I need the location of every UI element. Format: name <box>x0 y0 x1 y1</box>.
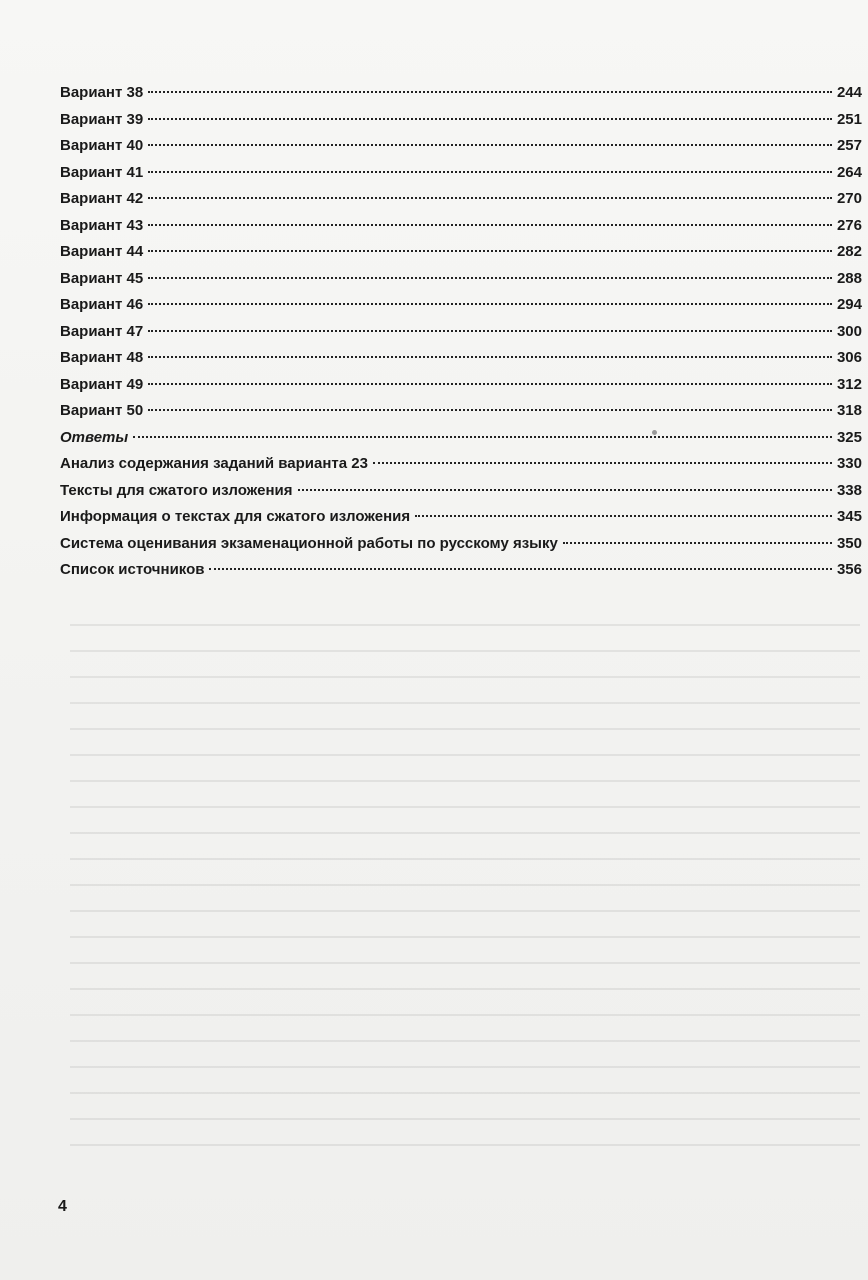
toc-entry-page: 345 <box>836 508 862 525</box>
toc-entry-analysis <box>60 451 862 478</box>
toc-entry-grading <box>60 531 862 558</box>
toc-entry-page: 300 <box>836 322 862 340</box>
toc-entry-label: Информация о текстах для сжатого изложения <box>60 508 411 525</box>
toc-entry-label: Вариант 48 <box>60 349 144 366</box>
dot-leader <box>148 250 832 252</box>
toc-entry-variant-42 <box>60 186 862 213</box>
page-number: 4 <box>58 1198 67 1215</box>
toc-entry-page: 350 <box>836 534 862 552</box>
toc-entry-page: 325 <box>836 428 862 446</box>
toc-entry-label: Вариант 46 <box>60 296 144 313</box>
toc-entry-label: Вариант 45 <box>60 269 144 287</box>
toc-entry-variant-38 <box>60 80 862 107</box>
toc-entry-label: Вариант 47 <box>60 322 144 340</box>
toc-entry-page: 330 <box>836 455 862 472</box>
toc-entry-label: Вариант 41 <box>60 163 144 181</box>
toc-entry-label: Вариант 43 <box>60 216 144 234</box>
toc-entry-page: 251 <box>836 110 862 128</box>
dot-leader <box>148 171 832 173</box>
toc-entry-page: 288 <box>836 269 862 287</box>
toc-entry-label: Система оценивания экзаменационной работы по русскому языку <box>60 534 558 552</box>
dot-leader <box>415 515 832 517</box>
dot-leader <box>298 489 832 491</box>
toc-entry-label: Тексты для сжатого изложения <box>60 481 293 499</box>
toc-entry-page: 282 <box>836 243 862 260</box>
toc-entry-page: 244 <box>836 84 862 101</box>
dot-leader <box>148 330 832 332</box>
toc-entry-label: Вариант 50 <box>60 402 144 419</box>
toc-entry-variant-40 <box>60 133 862 160</box>
toc-entry-page: 294 <box>836 296 862 313</box>
toc-entry-sources <box>60 557 862 584</box>
dot-leader <box>373 462 832 464</box>
toc-entry-label: Вариант 42 <box>60 190 144 207</box>
toc-entry-label: Список источников <box>60 561 205 578</box>
toc-entry-variant-49 <box>60 372 862 399</box>
bleed-through-texture <box>70 600 860 1160</box>
dot-leader <box>148 303 832 305</box>
toc-entry-variant-44 <box>60 239 862 266</box>
toc-entry-label: Вариант 39 <box>60 110 144 128</box>
toc-entry-label: Ответы <box>60 428 129 446</box>
dot-leader <box>563 542 832 544</box>
toc-entry-texts-info <box>60 504 862 531</box>
toc-entry-variant-43 <box>60 213 862 240</box>
toc-entry-page: 318 <box>836 402 862 419</box>
dot-leader <box>148 197 832 199</box>
toc-entry-variant-47 <box>60 319 862 346</box>
toc-entry-label: Вариант 49 <box>60 375 144 393</box>
dot-leader <box>148 91 832 93</box>
dot-leader <box>148 118 832 120</box>
dot-leader <box>148 277 832 279</box>
toc-entry-label: Вариант 40 <box>60 137 144 154</box>
toc-entry-page: 276 <box>836 216 862 234</box>
dot-leader <box>148 409 832 411</box>
dot-leader <box>209 568 831 570</box>
toc-entry-variant-50 <box>60 398 862 425</box>
toc-entry-variant-46 <box>60 292 862 319</box>
toc-entry-label: Анализ содержания заданий варианта 23 <box>60 455 368 472</box>
table-of-contents <box>60 80 862 584</box>
toc-entry-variant-48 <box>60 345 862 372</box>
dot-leader <box>148 383 832 385</box>
toc-entry-label: Вариант 44 <box>60 243 144 260</box>
toc-entry-variant-39 <box>60 107 862 134</box>
toc-entry-page: 257 <box>836 137 862 154</box>
toc-entry-label: Вариант 38 <box>60 84 144 101</box>
toc-entry-page: 306 <box>836 349 862 366</box>
toc-entry-page: 264 <box>836 163 862 181</box>
dot-leader <box>133 436 832 438</box>
toc-entry-page: 270 <box>836 190 862 207</box>
toc-entry-variant-45 <box>60 266 862 293</box>
toc-entry-answers <box>60 425 862 452</box>
dot-leader <box>148 144 832 146</box>
toc-entry-page: 338 <box>836 481 862 499</box>
dot-leader <box>148 356 832 358</box>
toc-entry-page: 312 <box>836 375 862 393</box>
toc-entry-page: 356 <box>836 561 862 578</box>
toc-entry-variant-41 <box>60 160 862 187</box>
toc-entry-texts <box>60 478 862 505</box>
dot-leader <box>148 224 832 226</box>
